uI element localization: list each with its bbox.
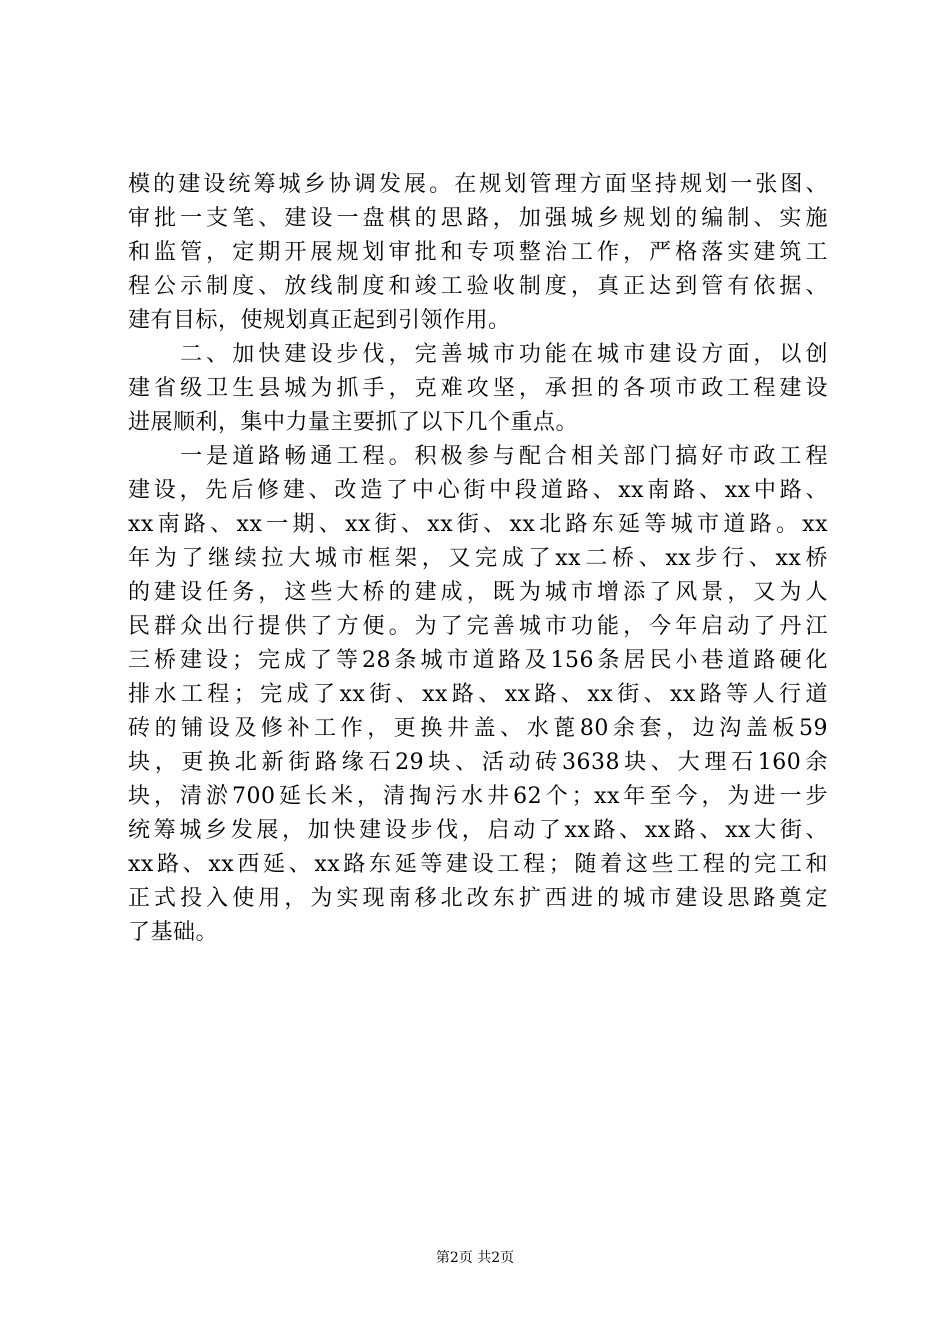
- text-line: xx南路、xx一期、xx街、xx街、xx北路东延等城市道路。xx: [128, 512, 828, 537]
- text-line: 模的建设统筹城乡协调发展。在规划管理方面坚持规划一张图、: [128, 172, 828, 197]
- page-number: 第2页 共2页: [435, 1250, 515, 1266]
- text-line: 统筹城乡发展，加快建设步伐，启动了xx路、xx路、xx大街、: [128, 818, 828, 843]
- text-line: 进展顺利，集中力量主要抓了以下几个重点。: [128, 410, 579, 435]
- text-line: 砖的铺设及修补工作，更换井盖、水蓖80余套，边沟盖板59: [128, 716, 828, 741]
- text-line: xx路、xx西延、xx路东延等建设工程；随着这些工程的完工和: [128, 852, 828, 877]
- text-line: 民群众出行提供了方便。为了完善城市功能，今年启动了丹江: [128, 614, 828, 639]
- text-line: 正式投入使用，为实现南移北改东扩西进的城市建设思路奠定: [128, 886, 828, 911]
- text-line: 块，更换北新街路缘石29块、活动砖3638块、大理石160余: [128, 750, 828, 775]
- text-line: 的建设任务，这些大桥的建成，既为城市增添了风景，又为人: [128, 580, 828, 605]
- text-line: 排水工程；完成了xx街、xx路、xx路、xx街、xx路等人行道: [128, 682, 828, 707]
- text-line: 了基础。: [128, 920, 219, 945]
- document-body: [128, 168, 828, 950]
- text-line: 程公示制度、放线制度和竣工验收制度，真正达到管有依据、: [128, 274, 828, 299]
- text-line: 二、加快建设步伐，完善城市功能在城市建设方面，以创: [128, 342, 828, 367]
- text-line: 和监管，定期开展规划审批和专项整治工作，严格落实建筑工: [128, 240, 828, 265]
- text-line: 三桥建设；完成了等28条城市道路及156条居民小巷道路硬化: [128, 648, 828, 673]
- text-line: 块，清淤700延长米，清掏污水井62个；xx年至今，为进一步: [128, 784, 828, 809]
- text-line: 建有目标，使规划真正起到引领作用。: [128, 308, 511, 333]
- text-line: 年为了继续拉大城市框架，又完成了xx二桥、xx步行、xx桥: [128, 546, 828, 571]
- text-line: 审批一支笔、建设一盘棋的思路，加强城乡规划的编制、实施: [128, 206, 828, 231]
- text-line: 建设，先后修建、改造了中心街中段道路、xx南路、xx中路、: [128, 478, 828, 503]
- text-line: 一是道路畅通工程。积极参与配合相关部门搞好市政工程: [128, 444, 828, 469]
- text-line: 建省级卫生县城为抓手，克难攻坚，承担的各项市政工程建设: [128, 376, 828, 401]
